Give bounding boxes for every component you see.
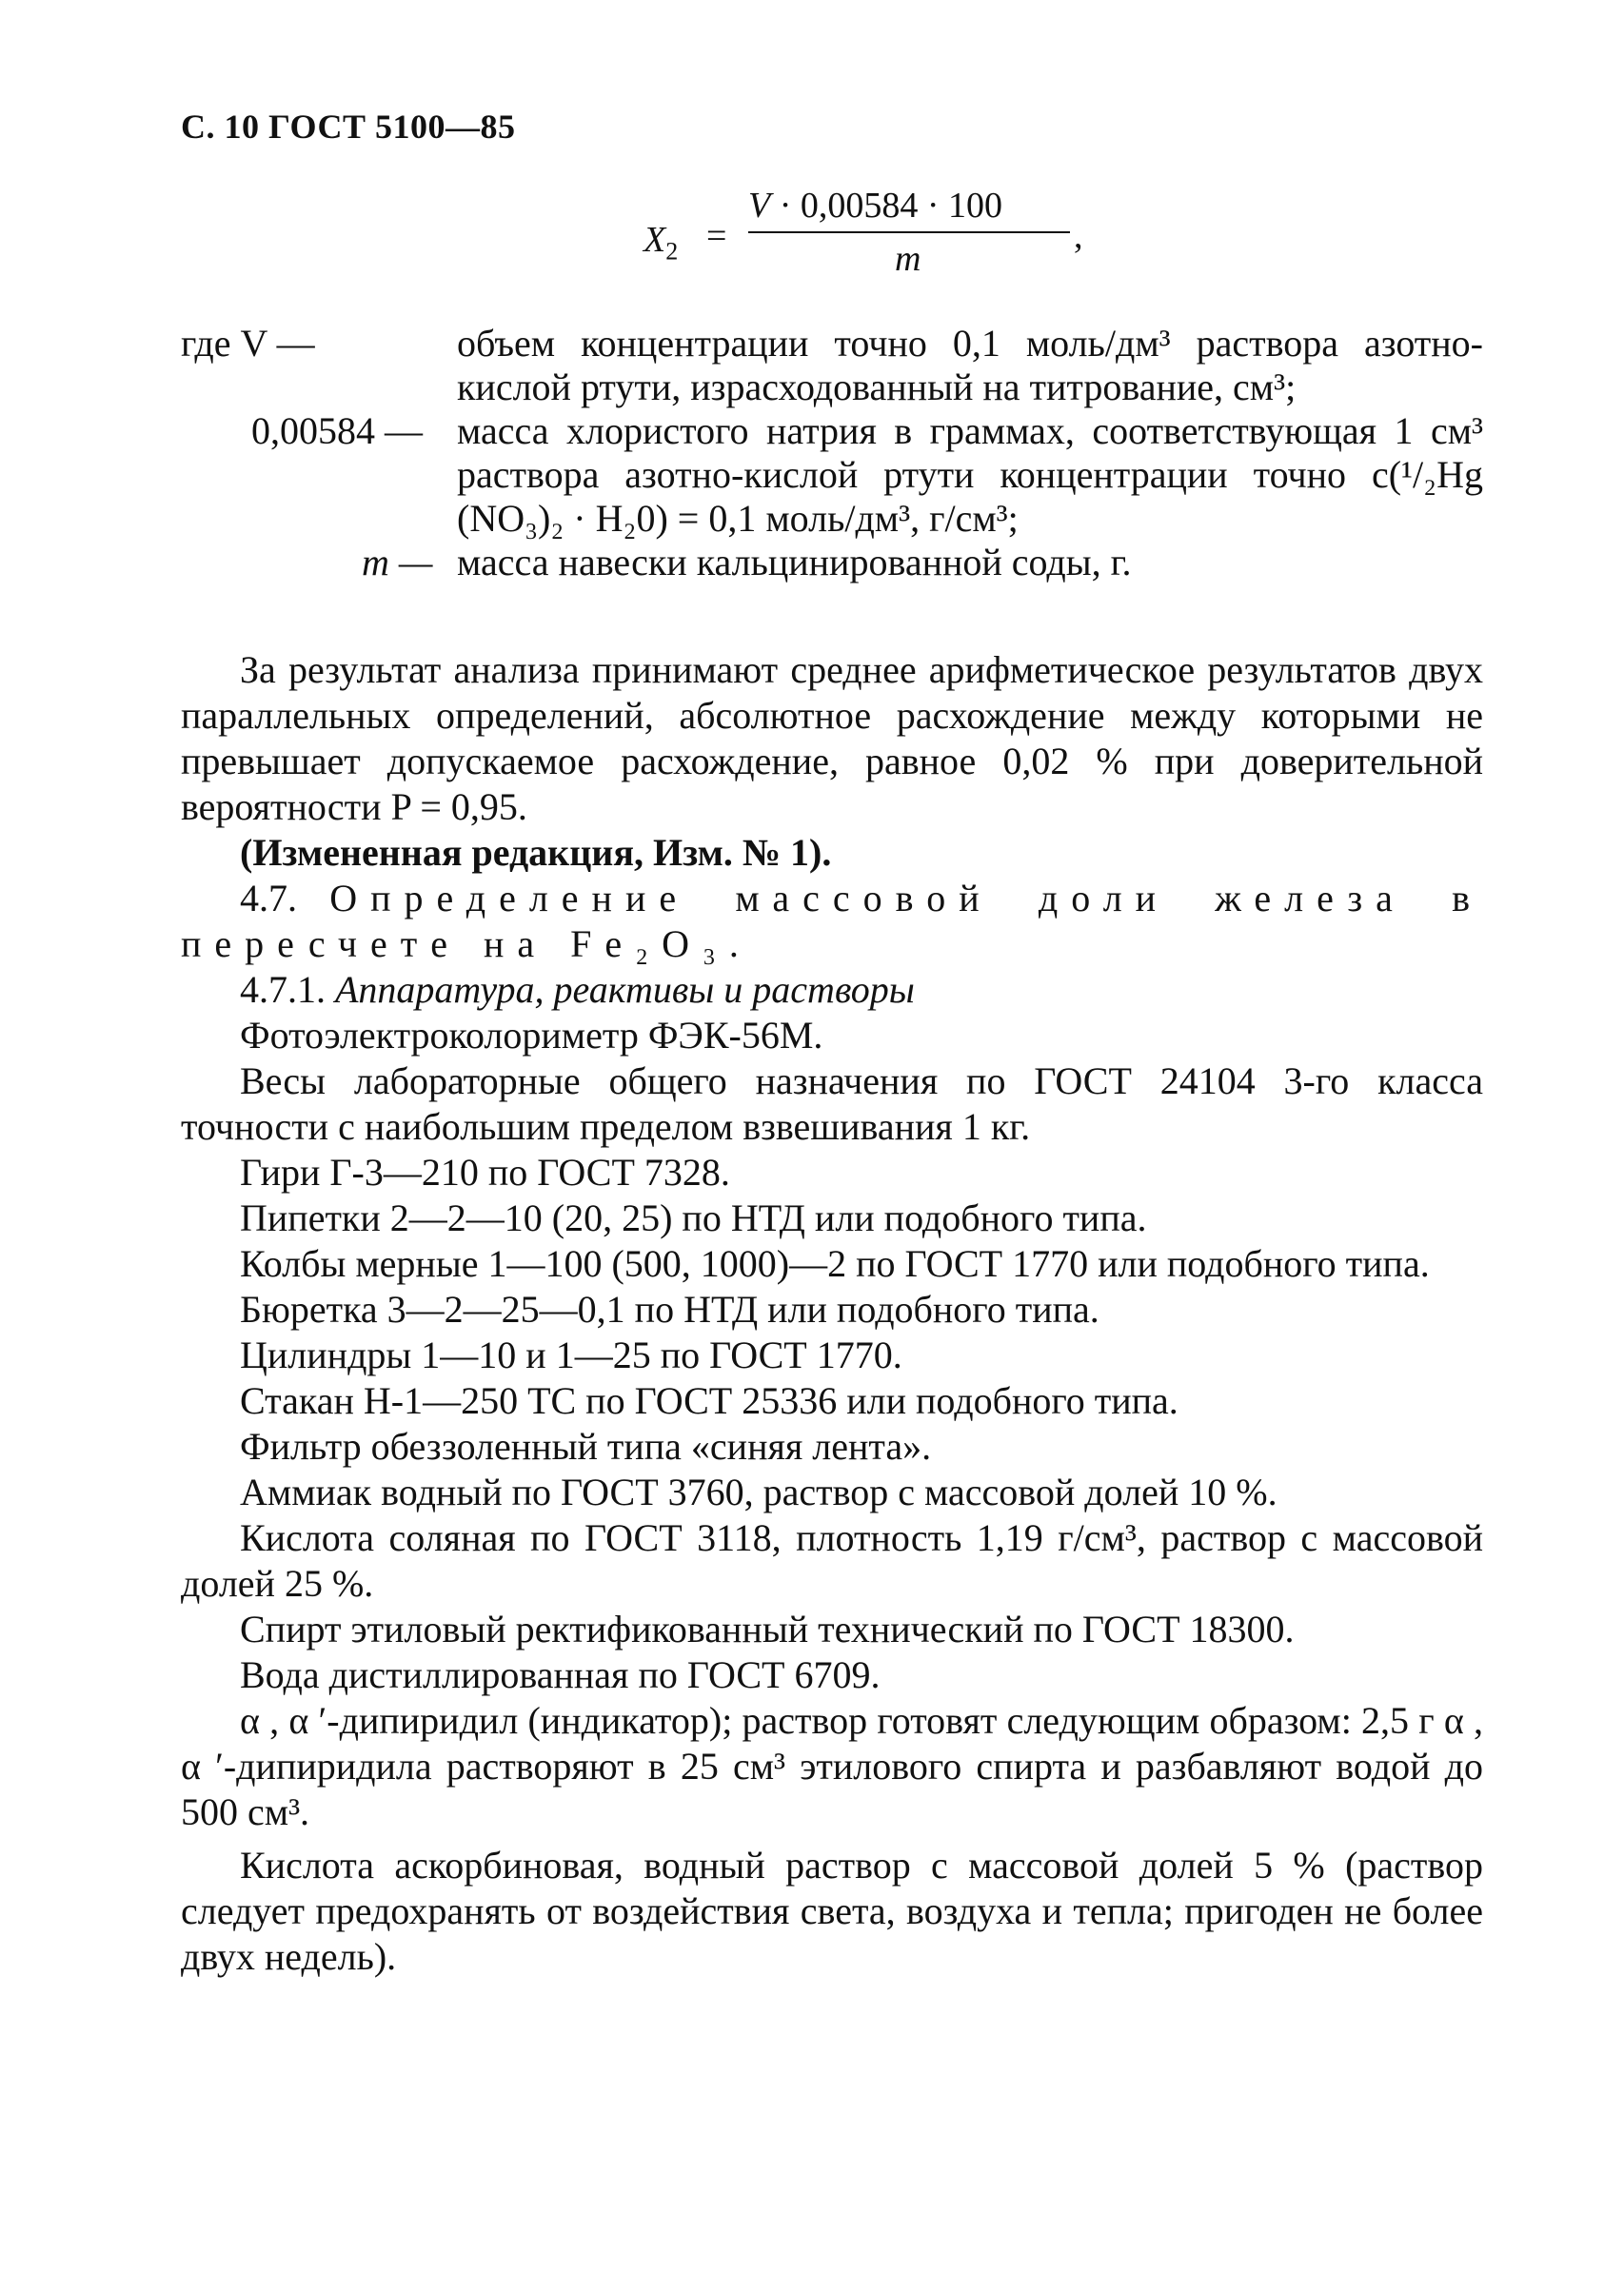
page-header: С. 10 ГОСТ 5100—85 <box>181 108 516 146</box>
edition-note: (Измененная редакция, Изм. № 1). <box>240 831 832 874</box>
formula-numerator <box>748 185 1002 227</box>
list-item: Цилиндры 1—10 и 1—25 по ГОСТ 1770. <box>240 1334 902 1376</box>
list-item: Гири Г-3—210 по ГОСТ 7328. <box>240 1151 730 1194</box>
definition-m <box>181 541 1483 584</box>
formula-lhs-subscript: 2 <box>665 237 679 266</box>
list-item: Вода дистиллированная по ГОСТ 6709. <box>240 1653 881 1696</box>
list-item: Кислота соляная по ГОСТ 3118, плотность 1,19 г/см³, раствор с массовой долей 25 %. <box>181 1516 1483 1605</box>
list-item: α , α ′-дипиридил (индикатор); раствор готовят следующим образом: 2,5 г α , α ′-дипиридила растворяют в 25 см³ этилового спирта и разбавляют водой до 500 см³. <box>181 1699 1483 1833</box>
list-item: Весы лабораторные общего назначения по ГОСТ 24104 3-го класса точности с наибольшим пределом взвешивания 1 кг. <box>181 1059 1483 1148</box>
definition-text: объем концентрации точно 0,1 моль/дм³ раствора азотно-кислой ртути, израсходованный на титрование, см³; <box>457 322 1483 408</box>
formula-numerator-rest: · 0,00584 · 100 <box>770 186 1003 226</box>
definition-term: где V — <box>181 322 315 365</box>
formula-trailing-comma: , <box>1074 216 1083 256</box>
list-item: Фотоэлектроколориметр ФЭК-56М. <box>240 1014 823 1057</box>
main-text <box>181 647 1483 1980</box>
list-item: Спирт этиловый ректификованный технический по ГОСТ 18300. <box>240 1608 1295 1651</box>
result-paragraph: За результат анализа принимают среднее арифметическое результатов двух параллельных определений, абсолютное расхождение между которыми не превышает допускаемое расхождение, равное 0,02 % при доверительной вероятности P = 0,95. <box>181 648 1483 828</box>
list-item: Кислота аскорбиновая, водный раствор с массовой долей 5 % (раствор следует предохранять от воздействия света, воздуха и тепла; пригоден не более двух недель). <box>181 1844 1483 1978</box>
list-item: Пипетки 2—2—10 (20, 25) по НТД или подобного типа. <box>240 1196 1147 1239</box>
section-4-7-1-heading <box>181 967 1483 1013</box>
section-title: Определение массовой доли железа в пересчете на Fe₂O₃. <box>181 877 1483 965</box>
definition-text: масса навески кальцинированной соды, г. <box>457 541 1132 583</box>
section-number: 4.7.1. <box>240 968 326 1011</box>
formula-lhs-var: X <box>644 220 666 260</box>
definition-term: m — <box>362 541 433 583</box>
formula-fraction-bar <box>748 231 1070 233</box>
list-item: Колбы мерные 1—100 (500, 1000)—2 по ГОСТ 1770 или подобного типа. <box>240 1242 1430 1285</box>
definition-text: масса хлористого натрия в граммах, соответствующая 1 см³ раствора азотно-кислой ртути концентрации точно c(¹/₂Hg (NO₃)₂ · H₂0) = 0,1 моль/дм³, г/см³; <box>457 409 1483 540</box>
list-item: Стакан Н-1—250 ТС по ГОСТ 25336 или подобного типа. <box>240 1379 1178 1422</box>
list-item: Бюретка 3—2—25—0,1 по НТД или подобного типа. <box>240 1288 1099 1331</box>
variable-definitions <box>181 322 1483 584</box>
section-title: Аппаратура, реактивы и растворы <box>335 968 915 1011</box>
formula-numerator-var: V <box>748 186 771 226</box>
definition-term: 0,00584 — <box>251 409 423 452</box>
list-item: Аммиак водный по ГОСТ 3760, раствор с массовой долей 10 %. <box>240 1471 1277 1513</box>
formula-equals: = <box>706 216 727 256</box>
section-4-7-heading <box>181 876 1483 967</box>
section-number: 4.7. <box>240 877 297 919</box>
definition-v <box>181 322 1483 409</box>
definition-coefficient <box>181 409 1483 541</box>
formula-denominator: m <box>895 239 921 279</box>
list-item: Фильтр обеззоленный типа «синяя лента». <box>240 1425 932 1468</box>
formula-lhs <box>644 219 678 267</box>
